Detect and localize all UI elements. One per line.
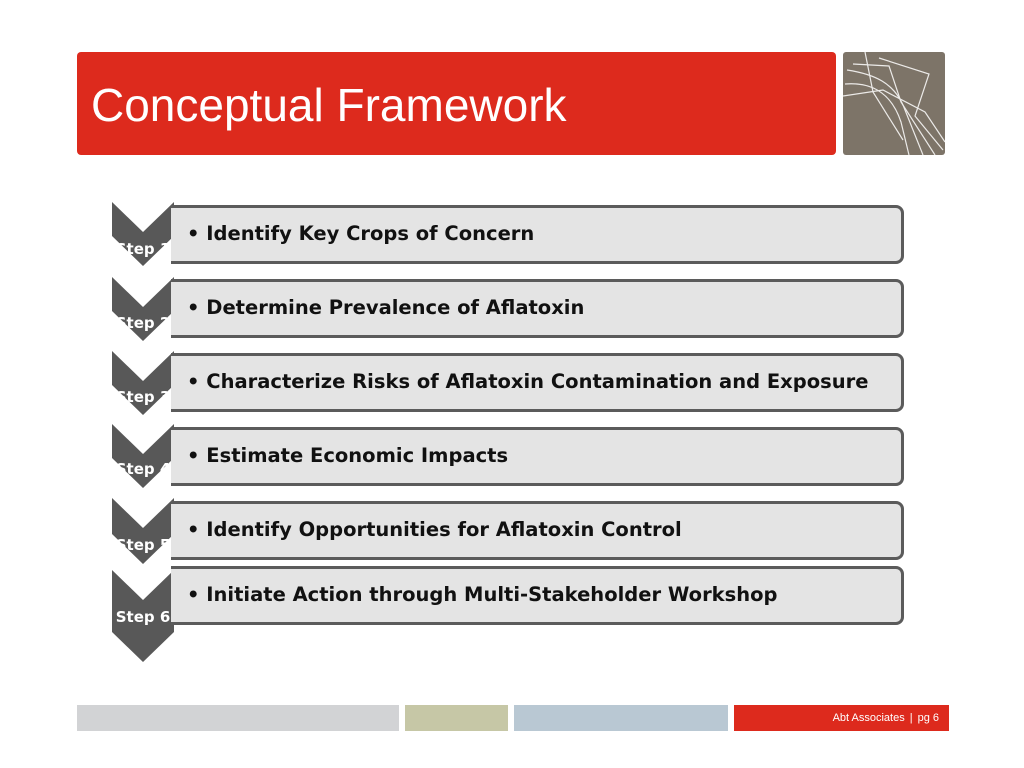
bullet: •: [187, 296, 200, 319]
step-text: [187, 222, 534, 246]
step-box: [171, 427, 904, 486]
step-chevron: [112, 202, 174, 266]
step-description: Initiate Action through Multi-Stakeholder Workshop: [206, 583, 778, 606]
step-box: [171, 279, 904, 338]
step-text: [187, 518, 682, 542]
step-text: [187, 296, 584, 320]
step-box: [171, 566, 904, 625]
company-name: Abt Associates: [832, 712, 905, 724]
bullet: •: [187, 518, 200, 541]
step-label: Step 4: [115, 460, 171, 478]
step-label: Step 5: [115, 536, 171, 554]
footer-text: [833, 712, 939, 725]
footer-bar-blue: [514, 705, 728, 731]
bullet: •: [187, 444, 200, 467]
step-description: Identify Opportunities for Aflatoxin Control: [206, 518, 682, 541]
step-label: Step 2: [115, 314, 171, 332]
bullet: •: [187, 583, 200, 606]
step-box: [171, 353, 904, 412]
step-text: [187, 583, 778, 607]
step-chevron: [112, 351, 174, 415]
step-description: Characterize Risks of Aflatoxin Contamination and Exposure: [206, 370, 869, 393]
step-box: [171, 501, 904, 560]
step-chevron: [112, 424, 174, 488]
footer-bar-gray: [77, 705, 399, 731]
page-number: pg 6: [917, 712, 939, 724]
step-box: [171, 205, 904, 264]
page-title: Conceptual Framework: [91, 79, 567, 131]
step-chevron: [112, 570, 174, 662]
step-text: [187, 444, 508, 468]
step-label: Step 1: [115, 240, 171, 258]
step-chevron: [112, 277, 174, 341]
step-label: Step 3: [115, 388, 171, 406]
footer-separator: |: [909, 712, 913, 724]
step-text: [187, 370, 868, 394]
footer-bar-red: [734, 705, 949, 731]
bullet: •: [187, 222, 200, 245]
step-chevron: [112, 498, 174, 564]
chevron-shape: [112, 424, 174, 488]
step-description: Estimate Economic Impacts: [206, 444, 509, 467]
step-description: Determine Prevalence of Aflatoxin: [206, 296, 585, 319]
step-description: Identify Key Crops of Concern: [206, 222, 535, 245]
footer-bar-olive: [405, 705, 508, 731]
bullet: •: [187, 370, 200, 393]
step-label: Step 6: [115, 608, 171, 626]
chevron-shape: [112, 498, 174, 564]
